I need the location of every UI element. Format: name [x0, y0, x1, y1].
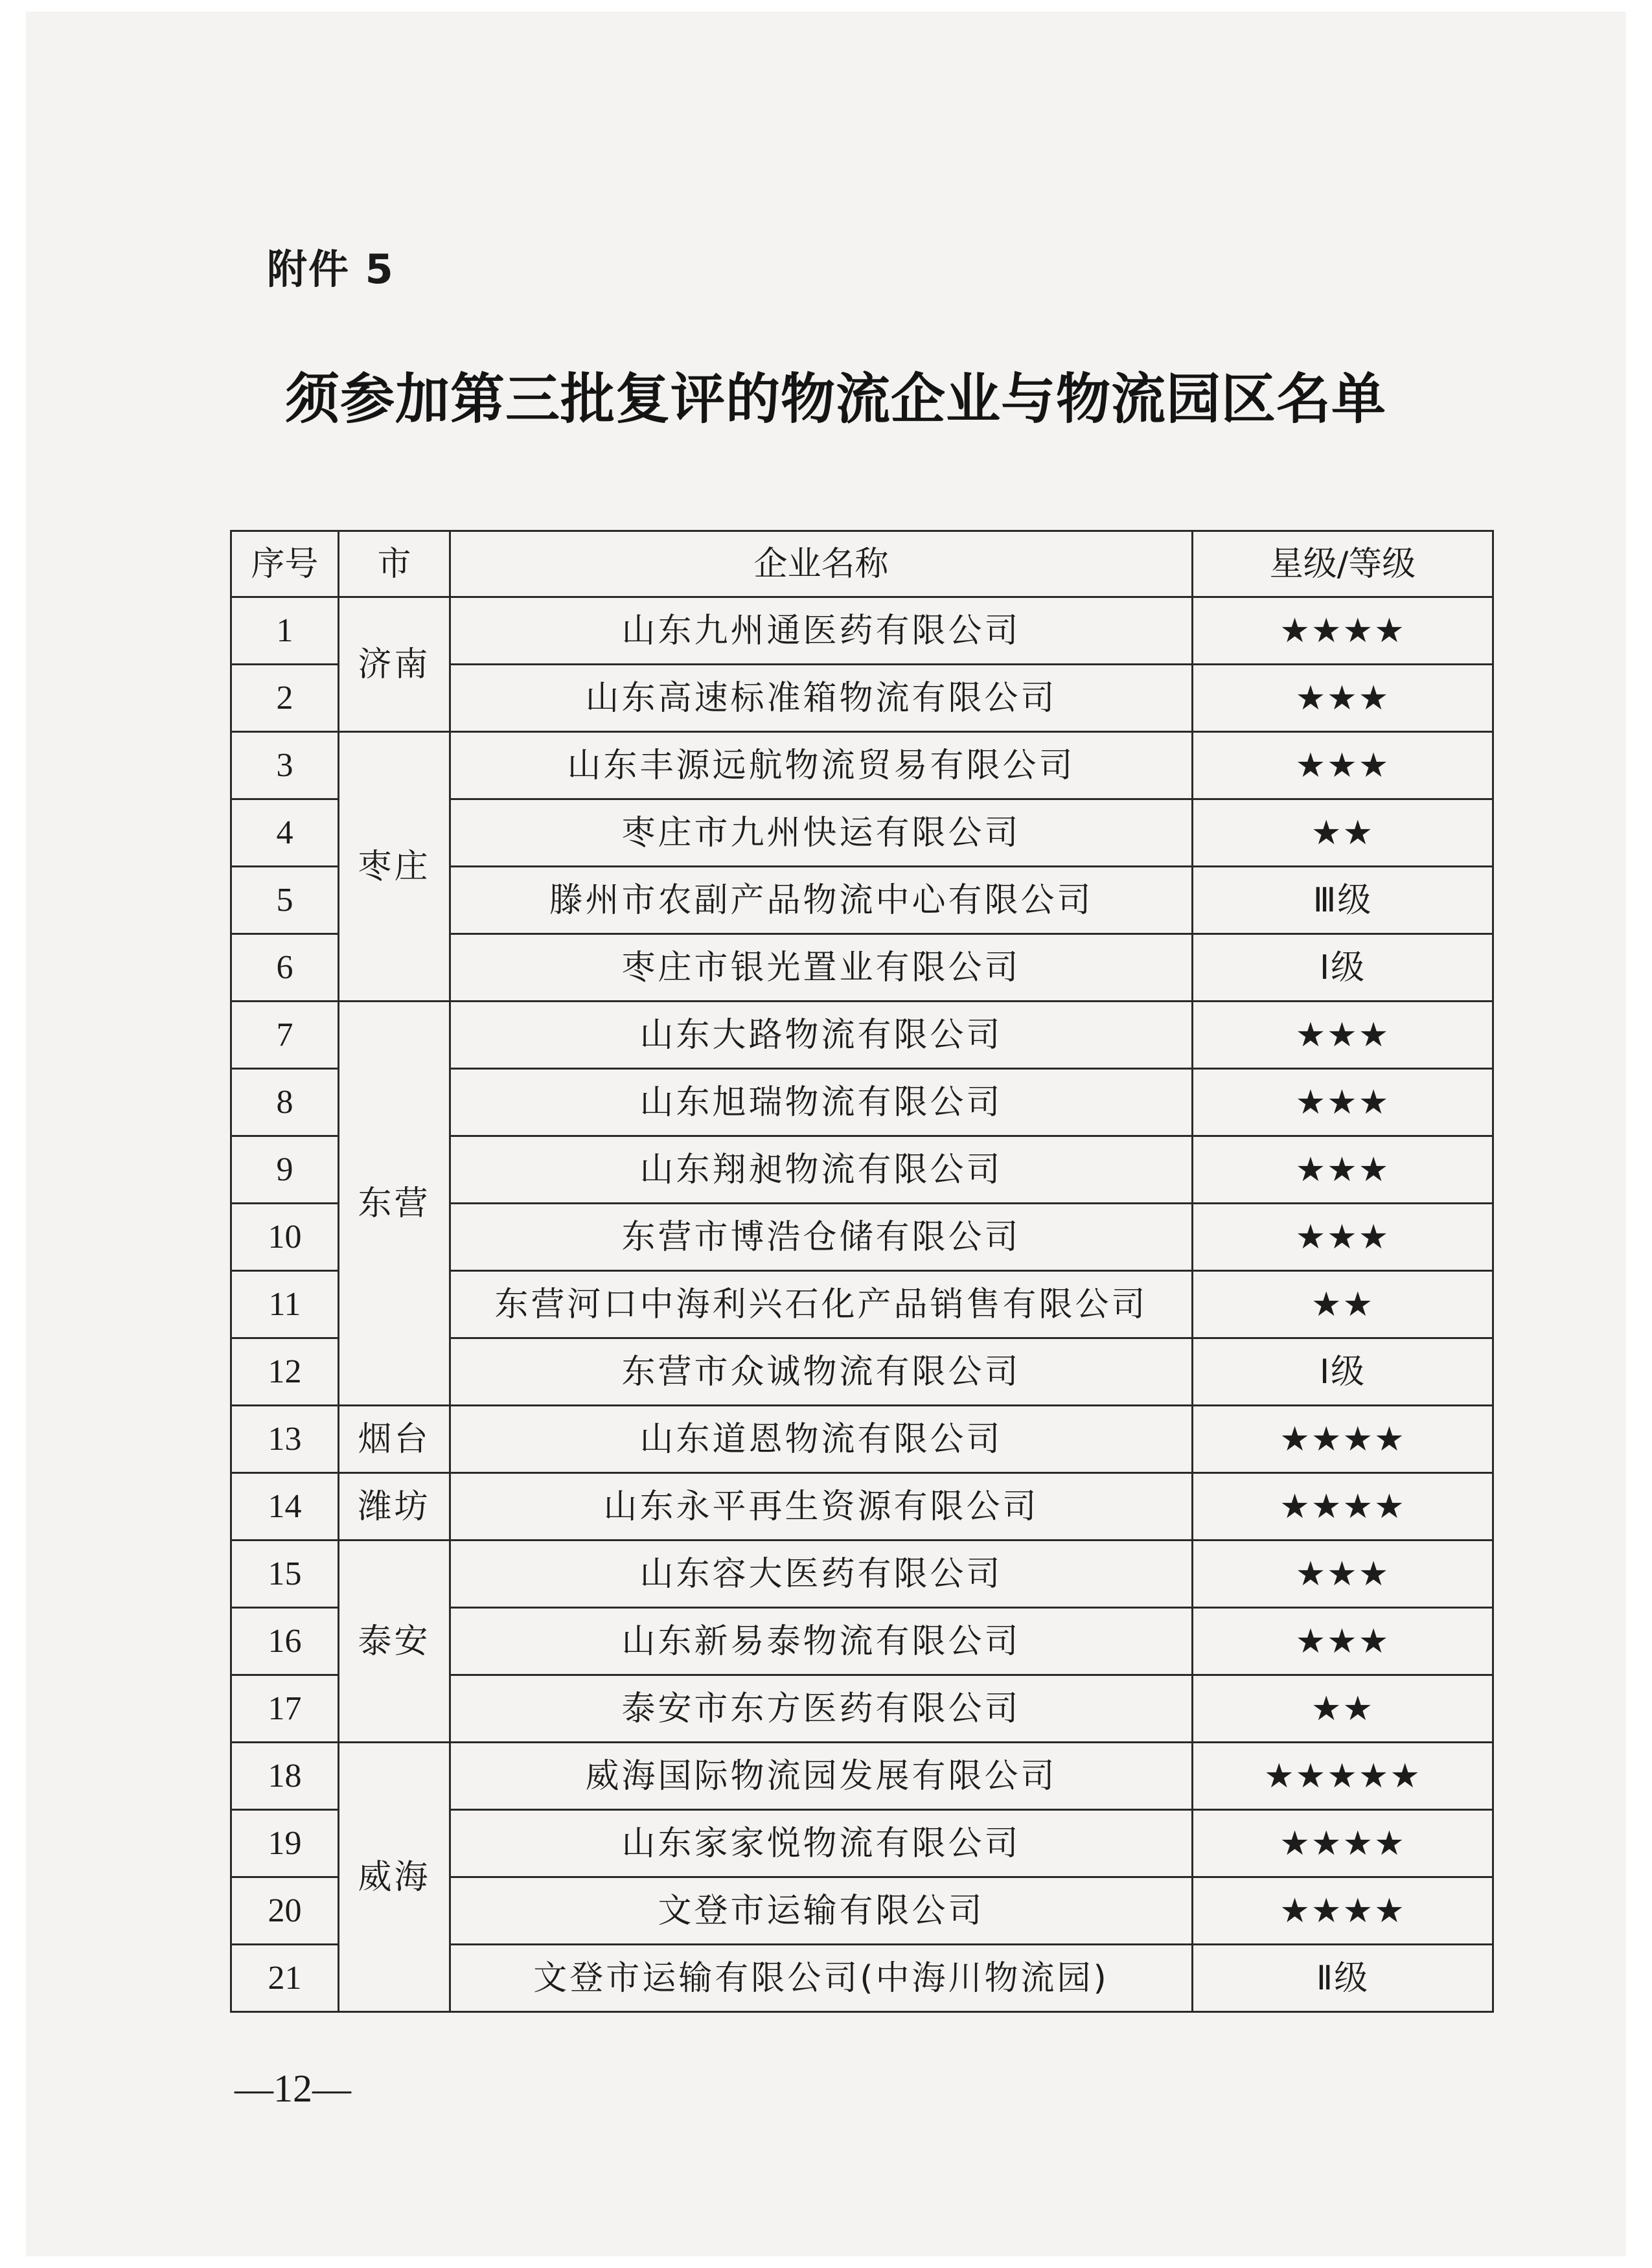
row-number: 5: [231, 867, 339, 934]
header-no: 序号: [231, 531, 339, 597]
row-number: 20: [231, 1877, 339, 1945]
company-name: 文登市运输有限公司(中海川物流园): [450, 1945, 1193, 2012]
row-number: 1: [231, 597, 339, 665]
row-number: 15: [231, 1541, 339, 1608]
table-header-row: [231, 531, 1493, 597]
grade-cell: ★★★: [1193, 1204, 1493, 1271]
company-name: 滕州市农副产品物流中心有限公司: [450, 867, 1193, 934]
company-name: 枣庄市九州快运有限公司: [450, 799, 1193, 867]
company-name: 山东容大医药有限公司: [450, 1541, 1193, 1608]
row-number: 10: [231, 1204, 339, 1271]
table-row: [231, 1541, 1493, 1608]
company-name: 文登市运输有限公司: [450, 1877, 1193, 1945]
grade-cell: ★★★: [1193, 1608, 1493, 1675]
company-name: 山东丰源远航物流贸易有限公司: [450, 732, 1193, 799]
company-name: 东营河口中海利兴石化产品销售有限公司: [450, 1271, 1193, 1338]
company-name: 山东旭瑞物流有限公司: [450, 1069, 1193, 1136]
grade-cell: Ⅲ级: [1193, 867, 1493, 934]
city-cell: 济南: [339, 597, 450, 732]
row-number: 12: [231, 1338, 339, 1406]
table-row: [231, 597, 1493, 665]
grade-cell: Ⅰ级: [1193, 934, 1493, 1002]
company-name: 枣庄市银光置业有限公司: [450, 934, 1193, 1002]
city-cell: 枣庄: [339, 732, 450, 1002]
company-name: 山东九州通医药有限公司: [450, 597, 1193, 665]
company-name: 山东大路物流有限公司: [450, 1002, 1193, 1069]
company-name: 东营市众诚物流有限公司: [450, 1338, 1193, 1406]
grade-cell: ★★★★: [1193, 1810, 1493, 1877]
document-page: [26, 12, 1626, 2256]
grade-cell: ★★★: [1193, 1002, 1493, 1069]
row-number: 18: [231, 1743, 339, 1810]
page-number: —12—: [235, 2067, 351, 2110]
grade-cell: ★★★: [1193, 1541, 1493, 1608]
row-number: 8: [231, 1069, 339, 1136]
table-row: [231, 1743, 1493, 1810]
row-number: 16: [231, 1608, 339, 1675]
grade-cell: ★★: [1193, 1271, 1493, 1338]
grade-cell: ★★★★: [1193, 1406, 1493, 1473]
company-name: 山东道恩物流有限公司: [450, 1406, 1193, 1473]
company-name: 山东家家悦物流有限公司: [450, 1810, 1193, 1877]
row-number: 19: [231, 1810, 339, 1877]
row-number: 3: [231, 732, 339, 799]
row-number: 4: [231, 799, 339, 867]
header-grade: 星级/等级: [1193, 531, 1493, 597]
row-number: 11: [231, 1271, 339, 1338]
grade-cell: ★★★★: [1193, 1877, 1493, 1945]
city-cell: 潍坊: [339, 1473, 450, 1541]
table-row: [231, 732, 1493, 799]
grade-cell: ★★★: [1193, 1136, 1493, 1204]
table-body: [231, 597, 1493, 2012]
city-cell: 东营: [339, 1002, 450, 1406]
city-cell: 烟台: [339, 1406, 450, 1473]
page-title: 须参加第三批复评的物流企业与物流园区名单: [285, 367, 1387, 431]
grade-cell: ★★: [1193, 1675, 1493, 1743]
grade-cell: ★★★★: [1193, 1473, 1493, 1541]
row-number: 14: [231, 1473, 339, 1541]
company-name: 泰安市东方医药有限公司: [450, 1675, 1193, 1743]
row-number: 6: [231, 934, 339, 1002]
table-row: [231, 1406, 1493, 1473]
row-number: 13: [231, 1406, 339, 1473]
grade-cell: Ⅱ级: [1193, 1945, 1493, 2012]
row-number: 2: [231, 665, 339, 732]
attachment-label: 附件 5: [267, 246, 395, 293]
city-cell: 威海: [339, 1743, 450, 2012]
city-cell: 泰安: [339, 1541, 450, 1743]
row-number: 7: [231, 1002, 339, 1069]
header-company: 企业名称: [450, 531, 1193, 597]
company-name: 山东永平再生资源有限公司: [450, 1473, 1193, 1541]
grade-cell: ★★: [1193, 799, 1493, 867]
grade-cell: Ⅰ级: [1193, 1338, 1493, 1406]
grade-cell: ★★★★★: [1193, 1743, 1493, 1810]
grade-cell: ★★★: [1193, 1069, 1493, 1136]
row-number: 9: [231, 1136, 339, 1204]
row-number: 17: [231, 1675, 339, 1743]
company-list-table: [230, 530, 1494, 2013]
company-name: 东营市博浩仓储有限公司: [450, 1204, 1193, 1271]
company-name: 山东高速标准箱物流有限公司: [450, 665, 1193, 732]
grade-cell: ★★★: [1193, 732, 1493, 799]
grade-cell: ★★★★: [1193, 597, 1493, 665]
company-name: 山东新易泰物流有限公司: [450, 1608, 1193, 1675]
company-name: 威海国际物流园发展有限公司: [450, 1743, 1193, 1810]
company-name: 山东翔昶物流有限公司: [450, 1136, 1193, 1204]
table-row: [231, 1002, 1493, 1069]
grade-cell: ★★★: [1193, 665, 1493, 732]
row-number: 21: [231, 1945, 339, 2012]
table-row: [231, 1473, 1493, 1541]
header-city: 市: [339, 531, 450, 597]
